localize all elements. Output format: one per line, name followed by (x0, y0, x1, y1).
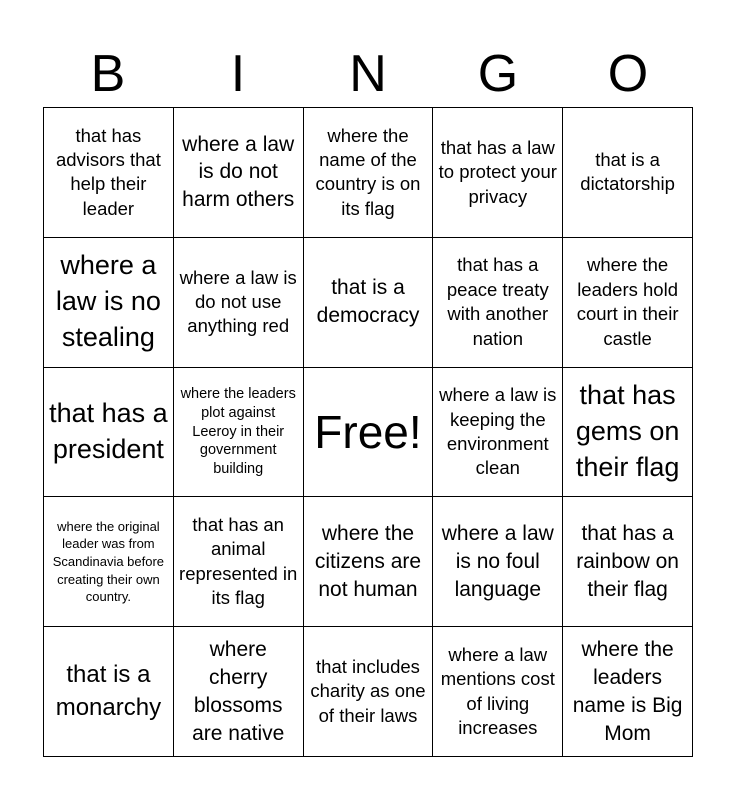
bingo-cell-r5c1[interactable] (44, 627, 174, 757)
bingo-cell-r2c4[interactable] (433, 238, 563, 368)
cell-text: that has a rainbow on their flag (576, 521, 679, 601)
free-space-text: Free! (314, 405, 422, 458)
bingo-cell-r4c1[interactable] (44, 497, 174, 627)
bingo-cell-r3c5[interactable] (563, 368, 693, 498)
bingo-cell-r1c5[interactable] (563, 108, 693, 238)
cell-text: that is a democracy (316, 276, 420, 328)
cell-text: where the leaders plot against Leeroy in their government building (180, 385, 296, 478)
bingo-cell-r3c1[interactable] (44, 368, 174, 498)
cell-text: where the name of the country is on its flag (315, 124, 421, 219)
cell-text: that is a monarchy (55, 661, 162, 721)
cell-text: that is a dictatorship (580, 148, 675, 195)
cell-text: that has a president (49, 398, 168, 464)
bingo-cell-r4c3[interactable] (304, 497, 434, 627)
bingo-cell-r2c5[interactable] (563, 238, 693, 368)
bingo-cell-r3c2[interactable] (174, 368, 304, 498)
cell-text: where a law is keeping the environment clean (439, 384, 557, 479)
bingo-cell-r5c4[interactable] (433, 627, 563, 757)
cell-text: where the citizens are not human (314, 521, 422, 601)
bingo-cell-r4c2[interactable] (174, 497, 304, 627)
cell-text: where the leaders hold court in their castle (576, 254, 679, 349)
bingo-grid (43, 107, 693, 757)
bingo-cell-r5c3[interactable] (304, 627, 434, 757)
cell-text: where a law is no foul language (441, 521, 554, 601)
cell-text: that has a law to protect your privacy (438, 136, 557, 207)
cell-text: that has gems on their flag (575, 380, 680, 482)
bingo-cell-r4c4[interactable] (433, 497, 563, 627)
cell-text: where a law mentions cost of living increases (440, 643, 555, 738)
header-letter-i: I (230, 45, 246, 103)
bingo-header (43, 40, 693, 108)
bingo-cell-r1c3[interactable] (304, 108, 434, 238)
bingo-cell-r2c2[interactable] (174, 238, 304, 368)
cell-text: that includes charity as one of their laws (310, 655, 426, 726)
bingo-cell-r5c5[interactable] (563, 627, 693, 757)
header-letter-b: B (90, 45, 126, 103)
header-letter-o: O (607, 45, 649, 103)
bingo-cell-r4c5[interactable] (563, 497, 693, 627)
cell-text: where the leaders name is Big Mom (572, 637, 683, 745)
bingo-cell-r1c4[interactable] (433, 108, 563, 238)
bingo-cell-free[interactable] (304, 368, 434, 498)
cell-text: that has a peace treaty with another nation (446, 254, 549, 349)
header-letter-g: G (477, 45, 519, 103)
cell-text: where a law is no stealing (55, 250, 161, 353)
bingo-cell-r1c1[interactable] (44, 108, 174, 238)
bingo-cell-r3c4[interactable] (433, 368, 563, 498)
bingo-cell-r2c3[interactable] (304, 238, 434, 368)
cell-text: that has advisors that help their leader (55, 124, 161, 219)
bingo-cell-r5c2[interactable] (174, 627, 304, 757)
cell-text: that has an animal represented in its flag (179, 513, 298, 609)
cell-text: where cherry blossoms are native (192, 637, 285, 745)
bingo-cell-r1c2[interactable] (174, 108, 304, 238)
bingo-cell-r2c1[interactable] (44, 238, 174, 368)
cell-text: where a law is do not harm others (182, 132, 295, 212)
cell-text: where the original leader was from Scandinavia before creating their own country. (52, 518, 165, 605)
header-letter-n: N (349, 45, 387, 103)
cell-text: where a law is do not use anything red (179, 266, 297, 337)
